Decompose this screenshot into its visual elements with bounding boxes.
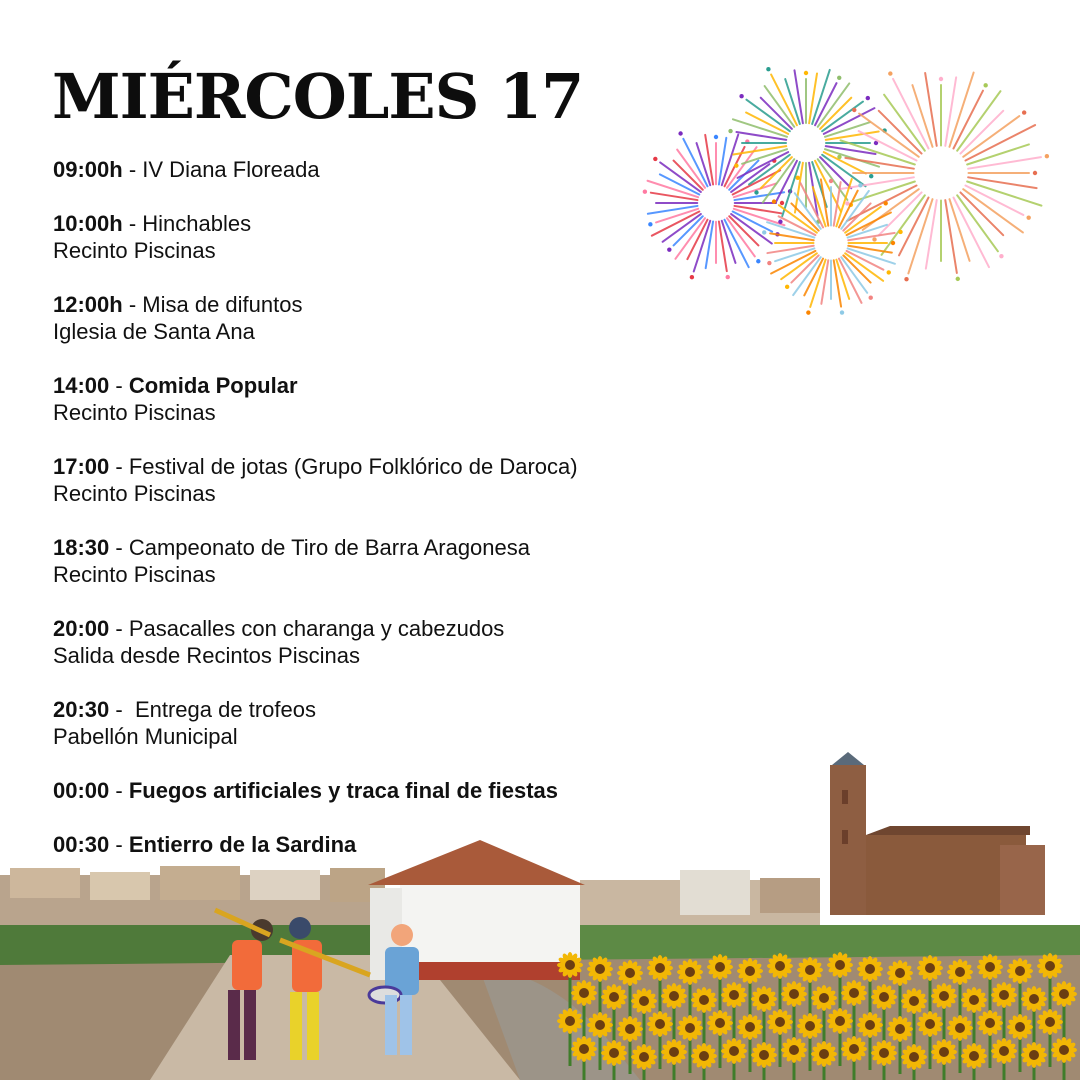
- event-separator: -: [122, 157, 143, 182]
- event-location: Recinto Piscinas: [53, 481, 216, 506]
- event-location: Recinto Piscinas: [53, 400, 216, 425]
- event-time: 20:30: [53, 697, 110, 722]
- event-location: Pabellón Municipal: [53, 724, 238, 749]
- event-name: Fuegos artificiales y traca final de fiestas: [128, 778, 559, 803]
- event-location: Iglesia de Santa Ana: [53, 319, 255, 344]
- event-name: Entrega de trofeos: [134, 697, 316, 722]
- event-separator: -: [109, 535, 129, 560]
- event-name: Campeonato de Tiro de Barra Aragonesa: [128, 535, 530, 560]
- schedule-item: [53, 534, 530, 588]
- event-separator: -: [109, 697, 135, 722]
- schedule-item: [53, 615, 504, 669]
- event-time: 18:30: [53, 535, 110, 560]
- event-separator: -: [109, 373, 129, 398]
- event-name: Hinchables: [142, 211, 252, 236]
- event-location: Recinto Piscinas: [53, 238, 216, 263]
- event-separator: -: [109, 832, 129, 857]
- event-name: Entierro de la Sardina: [128, 832, 357, 857]
- event-time: 12:00h: [53, 292, 123, 317]
- event-time: 00:00: [53, 778, 110, 803]
- event-name: IV Diana Floreada: [142, 157, 320, 182]
- event-time: 10:00h: [53, 211, 123, 236]
- event-time: 14:00: [53, 373, 110, 398]
- event-separator: -: [122, 292, 143, 317]
- event-name: Misa de difuntos: [142, 292, 303, 317]
- event-time: 17:00: [53, 454, 110, 479]
- schedule-item: [53, 156, 320, 183]
- schedule-item: [53, 210, 251, 264]
- event-separator: -: [122, 211, 143, 236]
- event-time: 20:00: [53, 616, 110, 641]
- fireworks-illustration: [636, 58, 1066, 348]
- event-separator: -: [109, 454, 129, 479]
- event-separator: -: [109, 778, 129, 803]
- schedule-item: [53, 453, 578, 507]
- village-scene-illustration: [0, 740, 1080, 1080]
- event-time: 09:00h: [53, 157, 123, 182]
- event-name: Comida Popular: [128, 373, 298, 398]
- event-name: Pasacalles con charanga y cabezudos: [128, 616, 505, 641]
- event-name: Festival de jotas (Grupo Folklórico de Daroca): [128, 454, 578, 479]
- church-illustration: [830, 752, 1045, 915]
- event-time: 00:30: [53, 832, 110, 857]
- event-location: Recinto Piscinas: [53, 562, 216, 587]
- schedule-item: [53, 372, 298, 426]
- event-location: Salida desde Recintos Piscinas: [53, 643, 360, 668]
- firework-burst: [643, 131, 793, 279]
- page-title: MIÉRCOLES 17: [52, 60, 584, 133]
- event-separator: -: [109, 616, 129, 641]
- schedule-item: [53, 291, 302, 345]
